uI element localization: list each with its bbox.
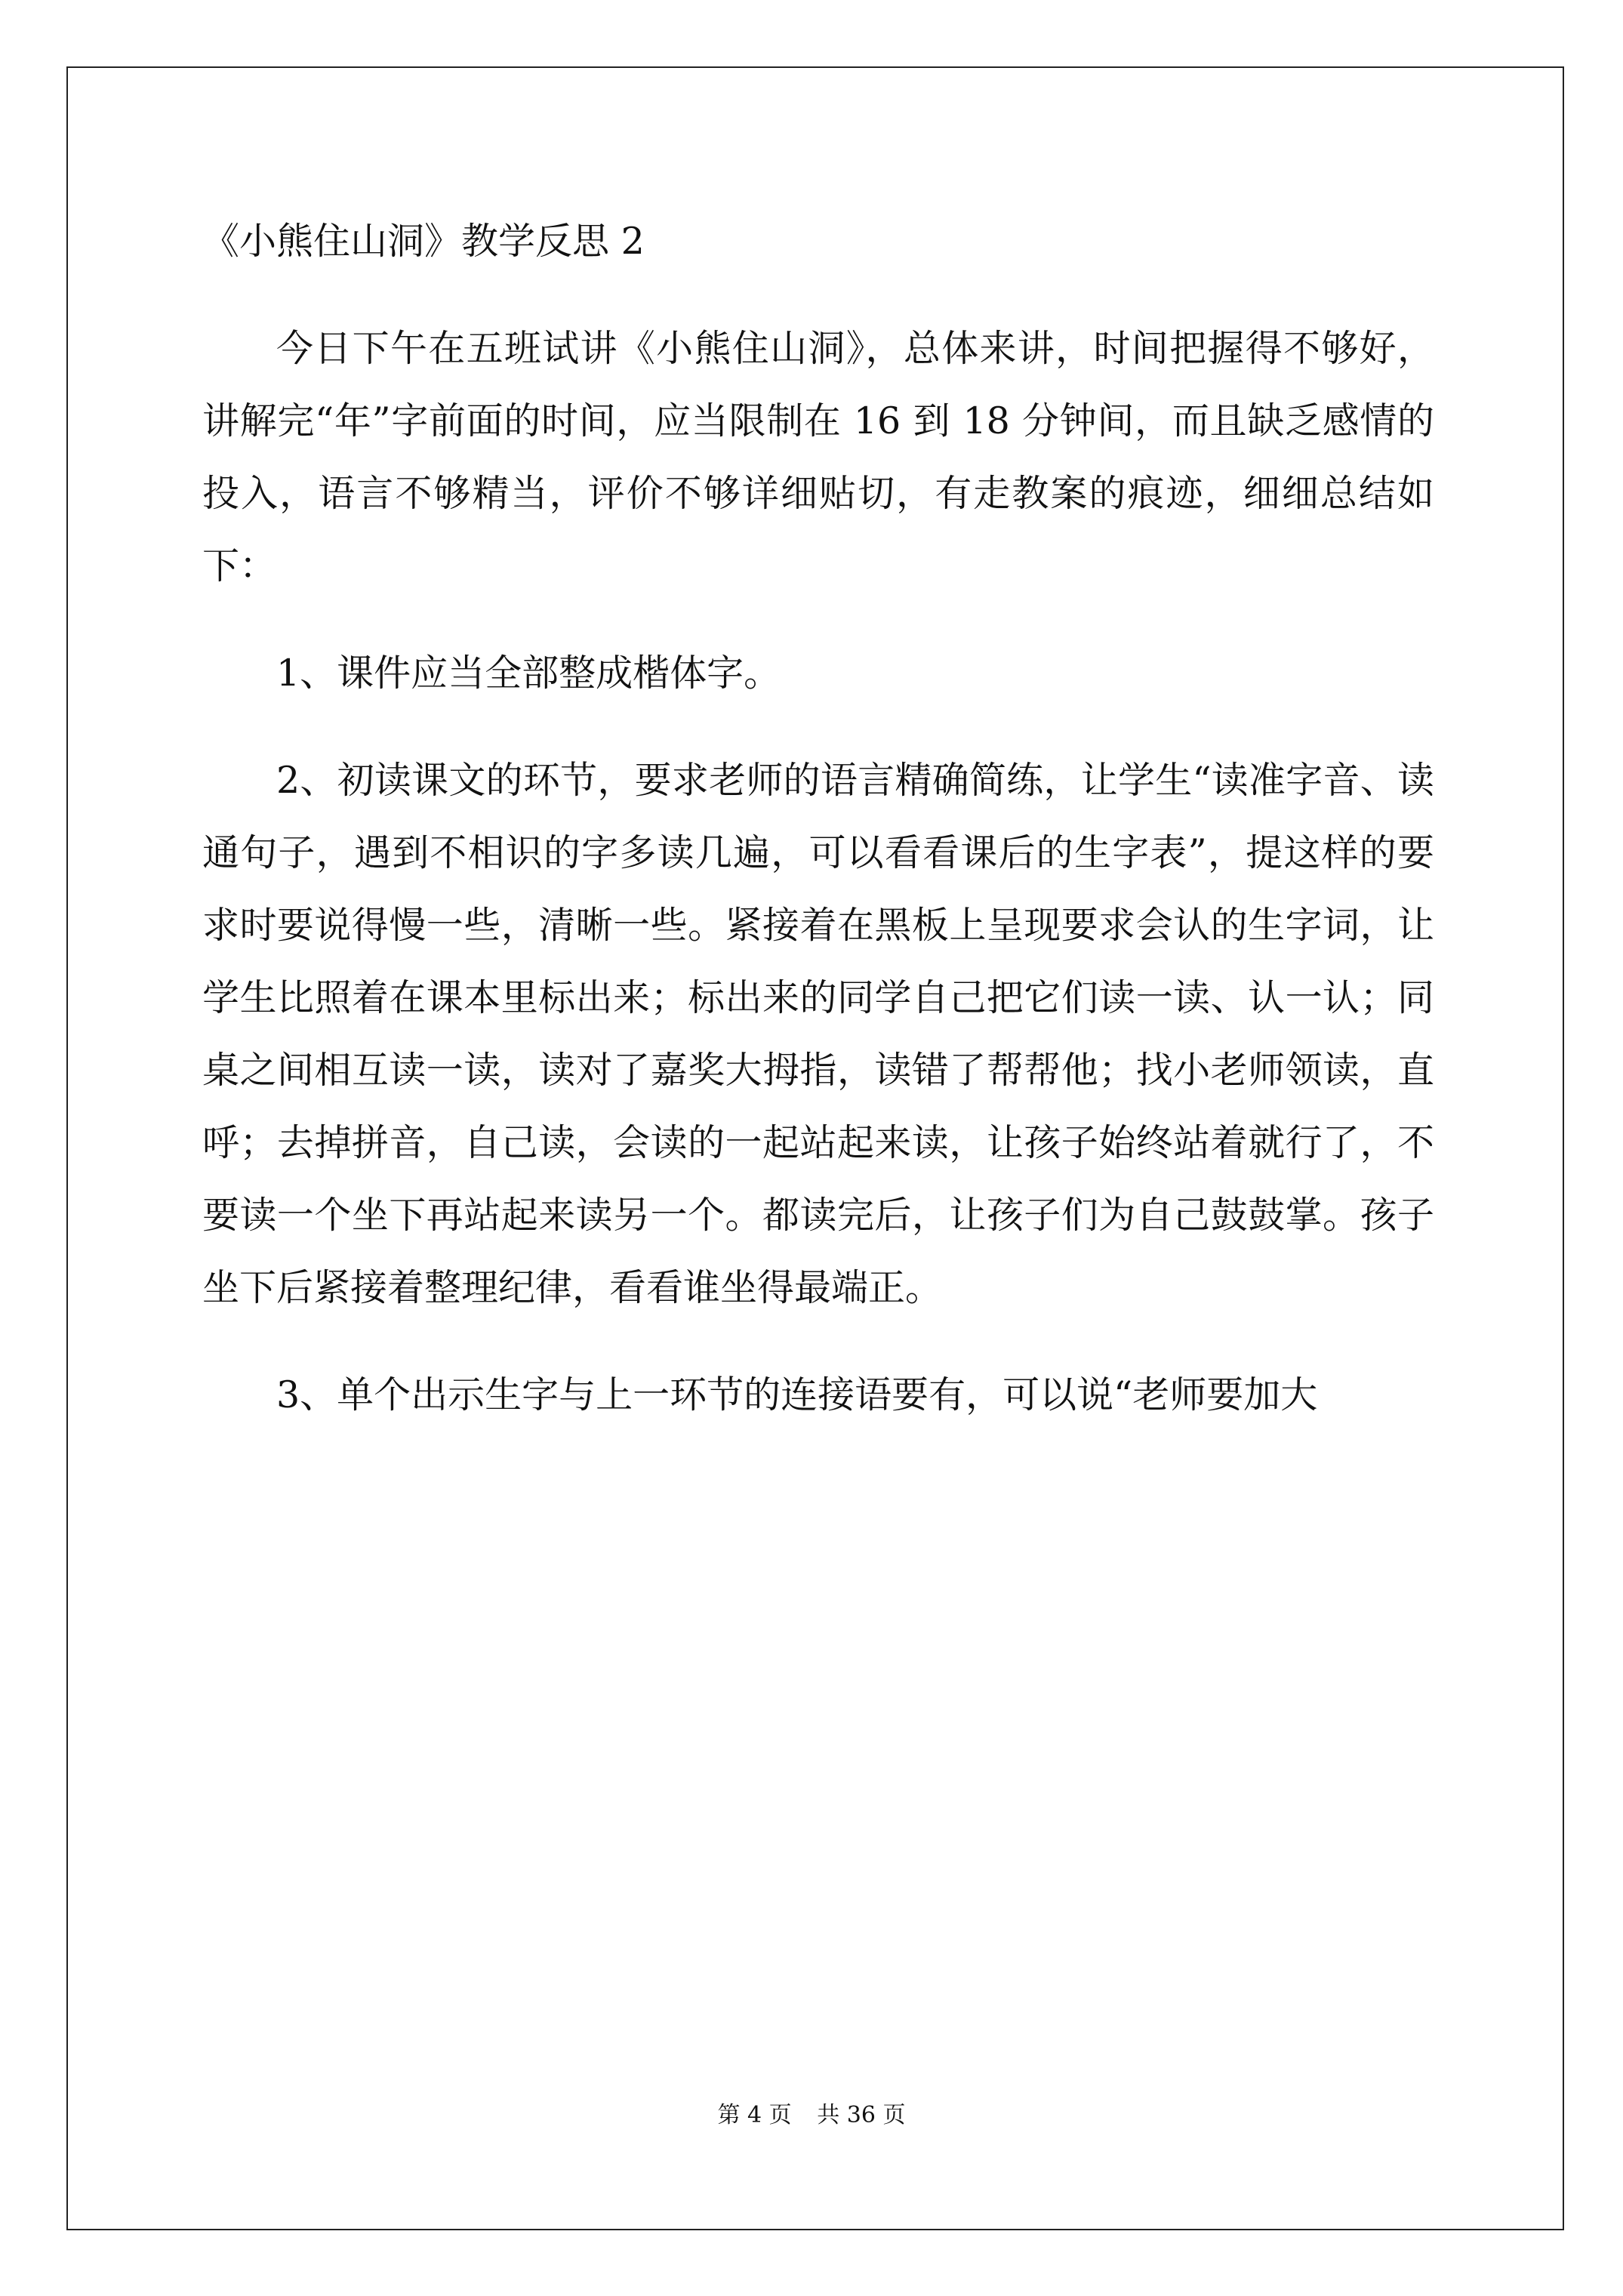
paragraph-point-3: 3、单个出示生字与上一环节的连接语要有，可以说“老师要加大 (276, 1373, 1318, 1416)
paragraph-intro: 今日下午在五班试讲《小熊住山洞》，总体来讲，时间把握得不够好，讲解完“年”字前面的时间，应当限制在 16 到 18 分钟间，而且缺乏感情的投入，语言不够精当，评价不够详细贴切，有走教案的痕迹，细细总结如下： (202, 327, 1434, 587)
paragraph-point-1: 1、课件应当全部整成楷体字。 (276, 652, 781, 695)
page-total: 共 36 页 (817, 2102, 906, 2128)
document-title: 《小熊住山洞》教学反思 2 (202, 220, 645, 263)
paragraph-point-2: 2、初读课文的环节，要求老师的语言精确简练，让学生“读准字音、读通句子，遇到不相识的字多读几遍，可以看看课后的生字表”，提这样的要求时要说得慢一些，清晰一些。紧接着在黑板上呈现要求会认的生字词，让学生比照着在课本里标出来；标出来的同学自己把它们读一读、认一认；同桌之间相互读一读，读对了嘉奖大拇指，读错了帮帮他；找小老师领读，直呼；去掉拼音，自己读，会读的一起站起来读，让孩子始终站着就行了，不要读一个坐下再站起来读另一个。都读完后，让孩子们为自己鼓鼓掌。孩子坐下后紧接着整理纪律，看看谁坐得最端正。 (202, 759, 1434, 1309)
page-footer (0, 2100, 1623, 2131)
document-body (202, 205, 1434, 1466)
page-number: 第 4 页 (717, 2102, 792, 2128)
